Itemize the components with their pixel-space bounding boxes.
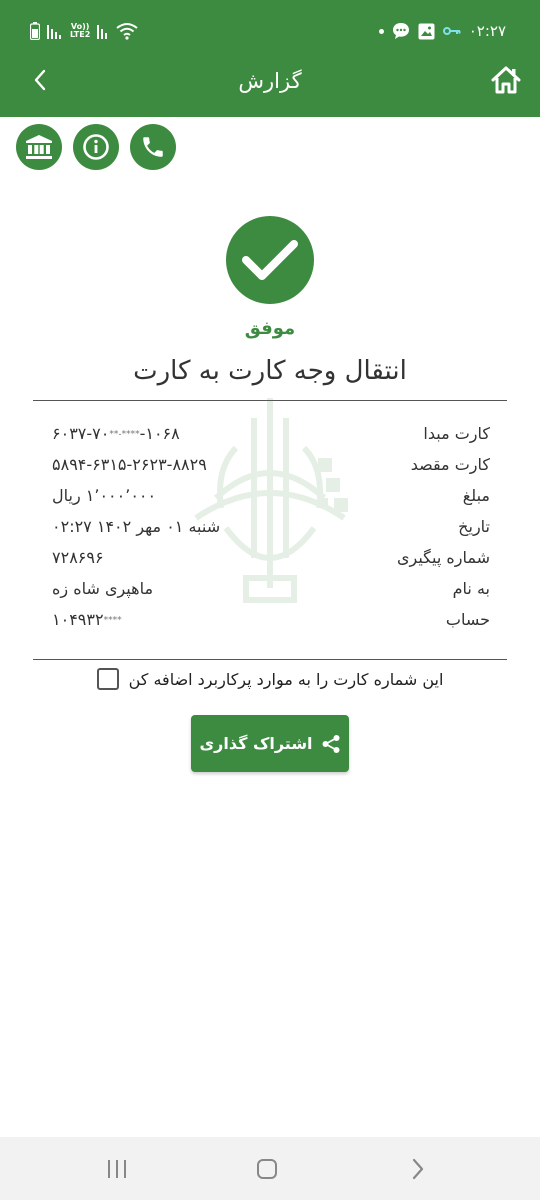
tracking-value: ۷۲۸۶۹۶ [52, 548, 104, 567]
save-card-row [0, 668, 540, 690]
amount-value: ۱٬۰۰۰٬۰۰۰ ریال [52, 486, 157, 505]
network-type: Vo)) LTE2 [70, 22, 91, 39]
detail-row-name [52, 579, 490, 610]
detail-row-date [52, 517, 490, 548]
date-value: شنبه ۰۱ مهر ۱۴۰۲ ۰۲:۲۷ [52, 517, 221, 536]
status-indicators [30, 20, 138, 42]
bank-icon [25, 134, 53, 160]
save-card-checkbox[interactable] [97, 668, 119, 690]
source-card-value: ۶۰۳۷-۷۰**-****-۱۰۶۸ [52, 424, 180, 443]
detail-row-dest-card [52, 455, 490, 486]
detail-row-amount [52, 486, 490, 517]
quick-actions [16, 124, 176, 170]
home-button[interactable] [486, 62, 526, 98]
name-value: ماهپری شاه زه [52, 579, 154, 598]
page-title: گزارش [238, 69, 302, 93]
key-icon [443, 26, 461, 36]
chat-icon [392, 22, 410, 40]
divider-bottom [33, 659, 507, 660]
check-icon [241, 238, 299, 282]
bank-button[interactable] [16, 124, 62, 170]
system-nav-bar [0, 1137, 540, 1200]
share-button[interactable] [191, 715, 349, 772]
share-button-label: اشتراک گذاری [199, 734, 313, 753]
wifi-icon [116, 22, 138, 40]
recents-button[interactable] [97, 1151, 137, 1187]
recents-icon [106, 1159, 128, 1179]
battery-icon [30, 22, 40, 40]
signal-2-icon [96, 22, 110, 40]
status-bar [0, 0, 540, 60]
signal-icon [46, 22, 64, 40]
tracking-label: شماره پیگیری [396, 548, 490, 567]
transaction-details [52, 424, 490, 641]
status-label: موفق [244, 318, 296, 339]
home-icon [491, 66, 521, 94]
home-nav-button[interactable] [247, 1151, 287, 1187]
save-card-label[interactable]: این شماره کارت را به موارد پرکاربرد اضافه کن [128, 669, 444, 689]
dest-card-value: ۵۸۹۴-۶۳۱۵-۲۶۲۳-۸۸۲۹ [52, 455, 207, 474]
info-icon [82, 133, 110, 161]
phone-icon [140, 134, 166, 160]
info-button[interactable] [73, 124, 119, 170]
date-label: تاریخ [458, 517, 490, 536]
share-icon [321, 734, 341, 754]
dest-card-label: کارت مقصد [410, 455, 490, 474]
amount-label: مبلغ [462, 486, 490, 505]
status-right [379, 20, 506, 42]
clock: ۰۲:۲۷ [468, 22, 506, 40]
app-bar [0, 0, 540, 117]
name-label: به نام [452, 579, 490, 598]
home-nav-icon [256, 1158, 278, 1180]
detail-row-account [52, 610, 490, 641]
detail-row-tracking [52, 548, 490, 579]
phone-button[interactable] [130, 124, 176, 170]
account-value: ۱۰۴۹۳۲**** [52, 610, 122, 629]
transaction-title: انتقال وجه کارت به کارت [133, 356, 407, 386]
account-label: حساب [445, 610, 490, 629]
detail-row-source-card [52, 424, 490, 455]
gallery-icon [418, 23, 435, 40]
success-check [226, 216, 314, 304]
chevron-right-icon [411, 1158, 425, 1180]
back-nav-button[interactable] [398, 1151, 438, 1187]
notification-dot-icon [379, 29, 384, 34]
source-card-label: کارت مبدا [423, 424, 490, 443]
